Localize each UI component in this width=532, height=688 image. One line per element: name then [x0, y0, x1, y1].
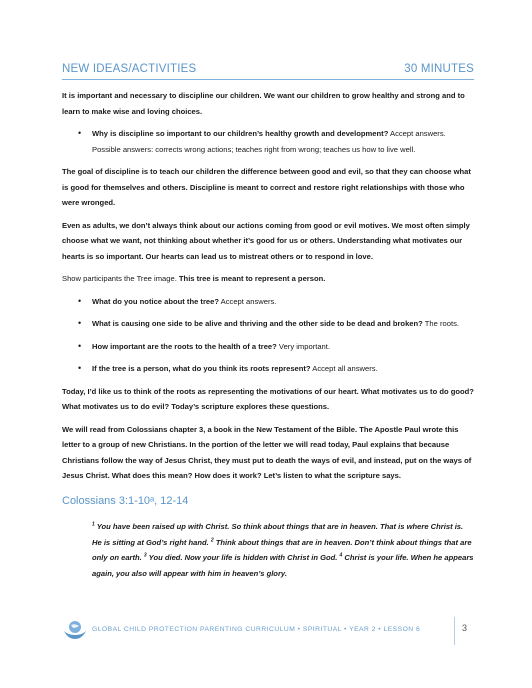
tree-question-text: How important are the roots to the health of a tree? [92, 341, 277, 351]
verse-number: 4 [339, 552, 343, 559]
question-text: Why is discipline so important to our children’s healthy growth and development? [92, 129, 389, 138]
verse-text: You died. Now your life is hidden with Christ in God. [146, 553, 340, 562]
roots-paragraph: Today, I’d like us to think of the roots as representing the motivations of our heart. What motivates us to do good? What motivates us to do evil? Today’s scripture explores these questions. [62, 386, 474, 411]
tree-question-answer: Very important. [276, 341, 330, 351]
question-answer: Accept answers. Possible answers: corrects wrong actions; teaches right from wrong; teaches us how to live well. [92, 129, 446, 154]
scripture-passage [92, 519, 474, 581]
section-header [62, 63, 474, 75]
verse-text: You have been raised up with Christ. So think about things that are in heaven. That is where Christ is. He is sitting at God’s right hand. [92, 522, 464, 547]
tree-question-text: If the tree is a person, what do you think its roots represent? [92, 364, 311, 373]
tree-question-text: What is causing one side to be alive and thriving and the other side to be dead and broken? [92, 319, 423, 328]
header-divider [62, 79, 474, 80]
footer-divider [454, 617, 455, 645]
show-tree-text: Show participants the Tree image. [62, 274, 179, 283]
discussion-question [62, 126, 474, 157]
tree-question-answer: Accept answers. [218, 296, 277, 306]
section-duration: 30 MINUTES [404, 63, 474, 75]
verse-number: 1 [92, 521, 95, 528]
intro-paragraph: It is important and necessary to discipline our children. We want our children to grow healthy and strong and to learn to make wise and loving choices. [62, 91, 465, 116]
tree-question-text: What do you notice about the tree? [92, 296, 219, 306]
verse-number: 2 [210, 536, 214, 543]
goal-paragraph: The goal of discipline is to teach our children the difference between good and evil, so that they can choose what is good for themselves and others. Discipline is meant to correct and restore right relationships with those who were wronged. [62, 167, 471, 207]
footer-curriculum-text: GLOBAL CHILD PROTECTION PARENTING CURRICULUM • SPIRITUAL • YEAR 2 • LESSON 6 [92, 626, 421, 633]
verse-number: 3 [143, 552, 147, 559]
page-footer [62, 617, 482, 647]
page-number: 3 [462, 623, 468, 633]
tree-question [62, 294, 474, 310]
tree-question-answer: Accept all answers. [310, 364, 378, 373]
verse-text: Think about things that are in heaven. Don’t think about things that are only on earth. [92, 537, 472, 562]
verse-text: Christ is your life. When he appears again, you also will appear with him in heaven’s glory. [92, 553, 474, 578]
section-title: NEW IDEAS/ACTIVITIES [62, 63, 197, 75]
show-tree-instruction [62, 271, 474, 287]
lesson-content [62, 88, 474, 581]
tree-question [62, 339, 474, 355]
globe-hands-logo-icon [62, 619, 88, 643]
tree-question-answer: The roots. [422, 319, 459, 328]
discussion-question-list [62, 126, 474, 157]
tree-question [62, 316, 474, 332]
adults-paragraph: Even as adults, we don’t always think about our actions coming from good or evil motives. We most often simply choose what we want, not thinking about whether it’s good for us or others. Understanding what motivates our hearts is so important. Our hearts can lead us to mistreat others or to respond in love. [62, 220, 470, 261]
tree-question [62, 361, 474, 377]
show-tree-bold: This tree is meant to represent a person. [178, 274, 326, 283]
tree-question-list [62, 294, 474, 377]
colossians-paragraph: We will read from Colossians chapter 3, a book in the New Testament of the Bible. The Apostle Paul wrote this letter to a group of new Christians. In the portion of the letter we will read today, Paul explains that because Christians follow the way of Jesus Christ, they must put to death the ways of evil, and instead, put on the ways of Jesus Christ. What does this mean? How does it work? Let’s listen to what the scripture says. [62, 424, 472, 480]
scripture-reference: Colossians 3:1-10ᵃ, 12-14 [62, 494, 189, 507]
